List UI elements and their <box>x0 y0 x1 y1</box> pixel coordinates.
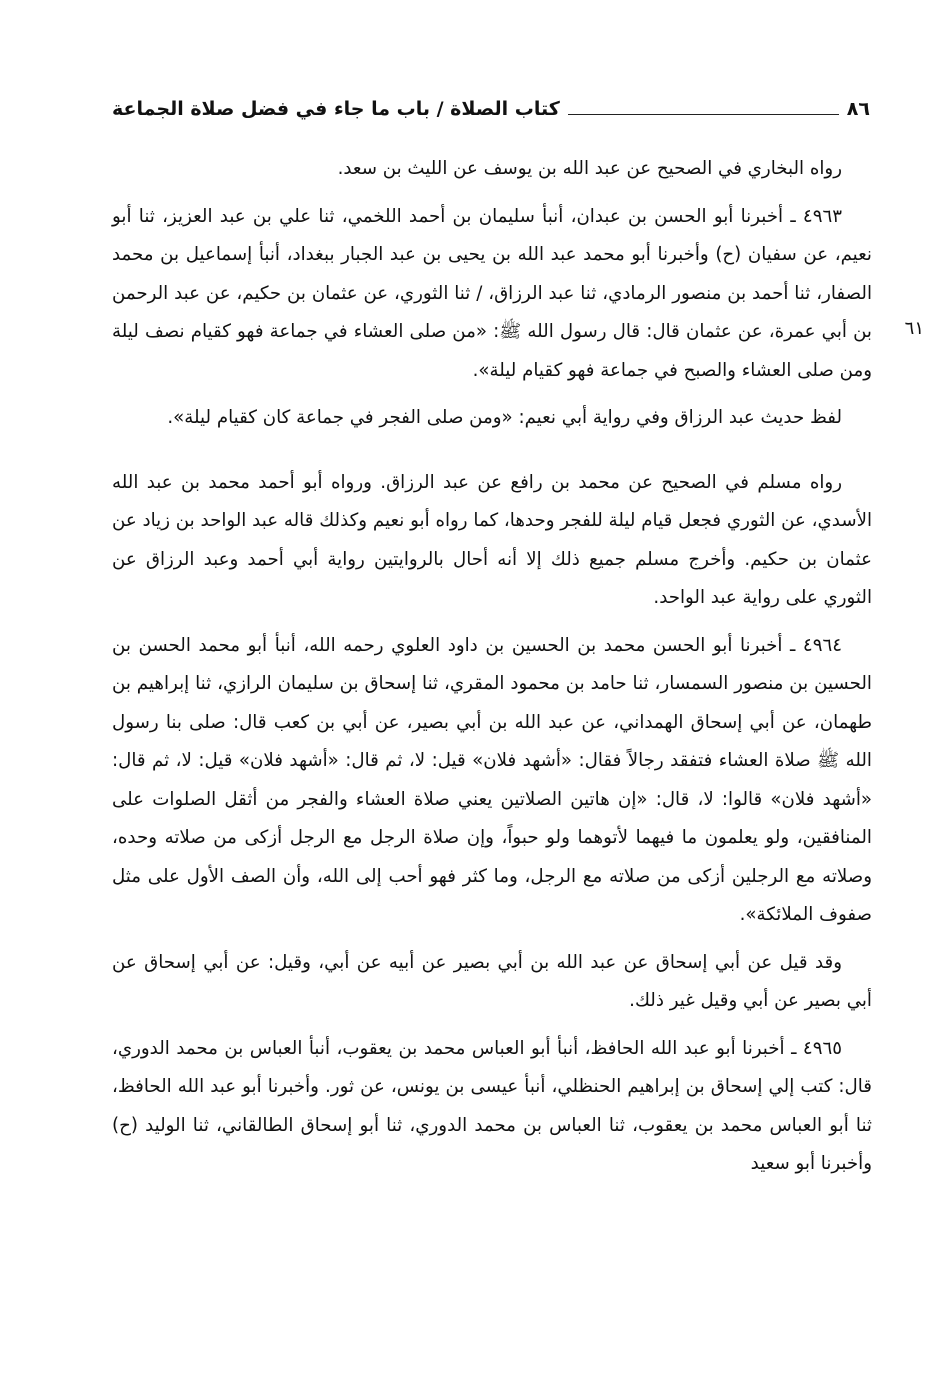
page-number: ٨٦ <box>846 98 870 120</box>
header-rule <box>568 114 839 115</box>
paragraph-hadith-4964: ٤٩٦٤ ـ أخبرنا أبو الحسن محمد بن الحسين بن داود العلوي رحمه الله، أنبأ أبو محمد الحسن بن الحسين بن منصور السمسار، ثنا حامد بن محمود المقري، ثنا إسحاق بن سليمان الرازي، ثنا إبراهيم بن طهمان، عن أبي إسحاق الهمداني، عن عبد الله بن أبي بصير، عن أبي بن كعب قال: صلى بنا رسول الله ﷺ صلاة العشاء فتفقد رجالاً فقال: «أشهد فلان» قيل: لا، ثم قال: «أشهد فلان» قيل: لا، ثم قال: «أشهد فلان» قالوا: لا، قال: «إن هاتين الصلاتين يعني صلاة العشاء والفجر من أثقل الصلوات على المنافقين، ولو يعلمون ما فيهما لأتوهما ولو حبواً، وإن صلاة الرجل مع الرجل أزكى من صلاته وحده، وصلاته مع الرجلين أزكى من صلاته مع الرجل، وما كثر فهو أحب إلى الله، وأن الصف الأول على مثل صفوف الملائكة». <box>112 634 872 925</box>
paragraph-chain-note: وقد قيل عن أبي إسحاق عن عبد الله بن أبي بصير عن أبيه عن أبي، وقيل: عن أبي إسحاق عن أبي بصير عن أبي وقيل غير ذلك. <box>112 951 872 1011</box>
running-title: كتاب الصلاة / باب ما جاء في فضل صلاة الجماعة <box>112 98 560 120</box>
paragraph-muslim-attribution: رواه مسلم في الصحيح عن محمد بن رافع عن عبد الرزاق. ورواه أبو أحمد محمد بن عبد الله الأسدي، عن الثوري فجعل قيام ليلة للفجر وحدها، كما رواه أبو نعيم وكذلك قاله عبد الواحد بن زياد عن عثمان بن حكيم. وأخرج مسلم جميع ذلك إلا أنه أحال بالروايتين رواية أبي أحمد وعبد الرزاق عن الثوري على رواية عبد الواحد. <box>112 471 872 608</box>
margin-page-reference: ٦١ <box>904 318 924 339</box>
paragraph-hadith-4965: ٤٩٦٥ ـ أخبرنا أبو عبد الله الحافظ، أنبأ أبو العباس محمد بن يعقوب، أنبأ العباس بن محمد الدوري، قال: كتب إلي إسحاق بن إبراهيم الحنظلي، أنبأ عيسى بن يونس، عن ثور. وأخبرنا أبو عبد الله الحافظ، ثنا أبو العباس محمد بن يعقوب، ثنا العباس بن محمد الدوري، ثنا أبو إسحاق الطالقاني، ثنا الوليد (ح) وأخبرنا أبو سعيد <box>112 1037 872 1174</box>
paragraph-bukhari-attribution: رواه البخاري في الصحيح عن عبد الله بن يوسف عن الليث بن سعد. <box>337 158 842 179</box>
body-text <box>112 150 872 1193</box>
paragraph-hadith-4963: ٤٩٦٣ ـ أخبرنا أبو الحسن بن عبدان، أنبأ سليمان بن أحمد اللخمي، ثنا علي بن عبد العزيز، ثنا أبو نعيم، عن سفيان (ح) وأخبرنا أبو محمد عبد الله بن يحيى بن عبد الجبار ببغداد، أنبأ إسماعيل بن محمد الصفار، ثنا أحمد بن منصور الرمادي، ثنا عبد الرزاق، / ثنا الثوري، عن عثمان بن حكيم، عن عبد الرحمن بن أبي عمرة، عن عثمان قال: قال رسول الله ﷺ: «من صلى العشاء في جماعة فهو كقيام نصف ليلة ومن صلى العشاء والصبح في جماعة فهو كقيام ليلة». <box>112 205 872 381</box>
paragraph-abu-nuaym-wording: لفظ حديث عبد الرزاق وفي رواية أبي نعيم: «ومن صلى الفجر في جماعة كان كقيام ليلة». <box>167 407 842 428</box>
page-header <box>112 94 870 124</box>
